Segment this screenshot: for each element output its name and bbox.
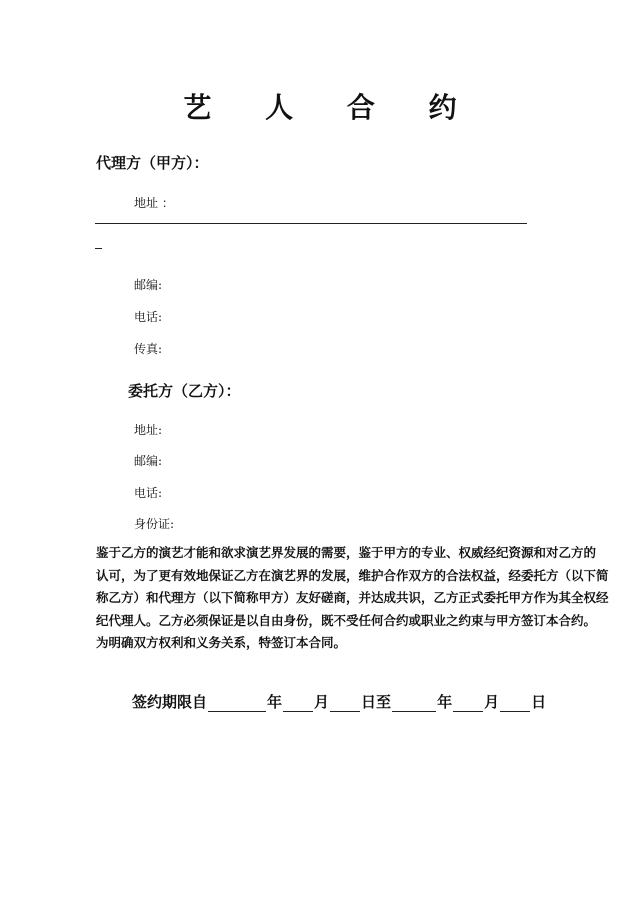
party-a-phone-label: 电话: xyxy=(134,310,163,324)
party-a-fax-label: 传真: xyxy=(134,342,163,356)
intro-line: 鉴于乙方的演艺才能和欲求演艺界发展的需要，鉴于甲方的专业、权威经纪资源和对乙方的 xyxy=(96,545,597,560)
party-a-heading: 代理方（甲方）： xyxy=(96,154,209,172)
party-a-address-label: 地址 ： xyxy=(134,196,174,210)
contract-title: 艺 人 合 约 xyxy=(183,91,479,124)
term-end-year-blank[interactable] xyxy=(392,695,436,712)
contract-term-line xyxy=(132,691,546,712)
intro-line: 纪代理人。乙方必须保证是以自由身份，既不受任何合约或职业之约束与甲方签订本合约。 xyxy=(96,612,597,628)
party-b-postcode-label: 邮编: xyxy=(134,454,163,468)
term-year-label: 年 xyxy=(437,693,453,711)
party-b-id-label: 身份证: xyxy=(134,517,175,531)
intro-line: 认可，为了更有效地保证乙方在演艺界的发展，维护合作双方的合法权益，经委托方（以下简 xyxy=(96,567,609,583)
term-day-label: 日 xyxy=(531,693,547,711)
term-start-year-blank[interactable] xyxy=(208,695,266,712)
intro-line: 为明确双方权利和义务关系，特签订本合同。 xyxy=(96,635,347,650)
term-day-to-label: 日至 xyxy=(361,693,392,711)
intro-paragraph xyxy=(96,542,609,655)
term-prefix: 签约期限自 xyxy=(132,693,208,711)
party-a-address-line-end xyxy=(95,248,102,249)
party-a-address-line xyxy=(95,223,527,224)
term-end-month-blank[interactable] xyxy=(453,695,483,712)
party-a-postcode-label: 邮编: xyxy=(134,278,163,292)
term-year-label: 年 xyxy=(267,693,283,711)
term-start-month-blank[interactable] xyxy=(283,695,313,712)
term-end-day-blank[interactable] xyxy=(500,695,530,712)
term-month-label: 月 xyxy=(484,693,500,711)
term-month-label: 月 xyxy=(314,693,330,711)
term-start-day-blank[interactable] xyxy=(330,695,360,712)
party-b-phone-label: 电话: xyxy=(134,486,163,500)
intro-line: 称乙方）和代理方（以下简称甲方）友好磋商，并达成共识，乙方正式委托甲方作为其全权经 xyxy=(96,590,609,605)
party-b-address-label: 地址: xyxy=(134,423,163,437)
party-b-heading: 委托方（乙方）： xyxy=(128,382,241,400)
